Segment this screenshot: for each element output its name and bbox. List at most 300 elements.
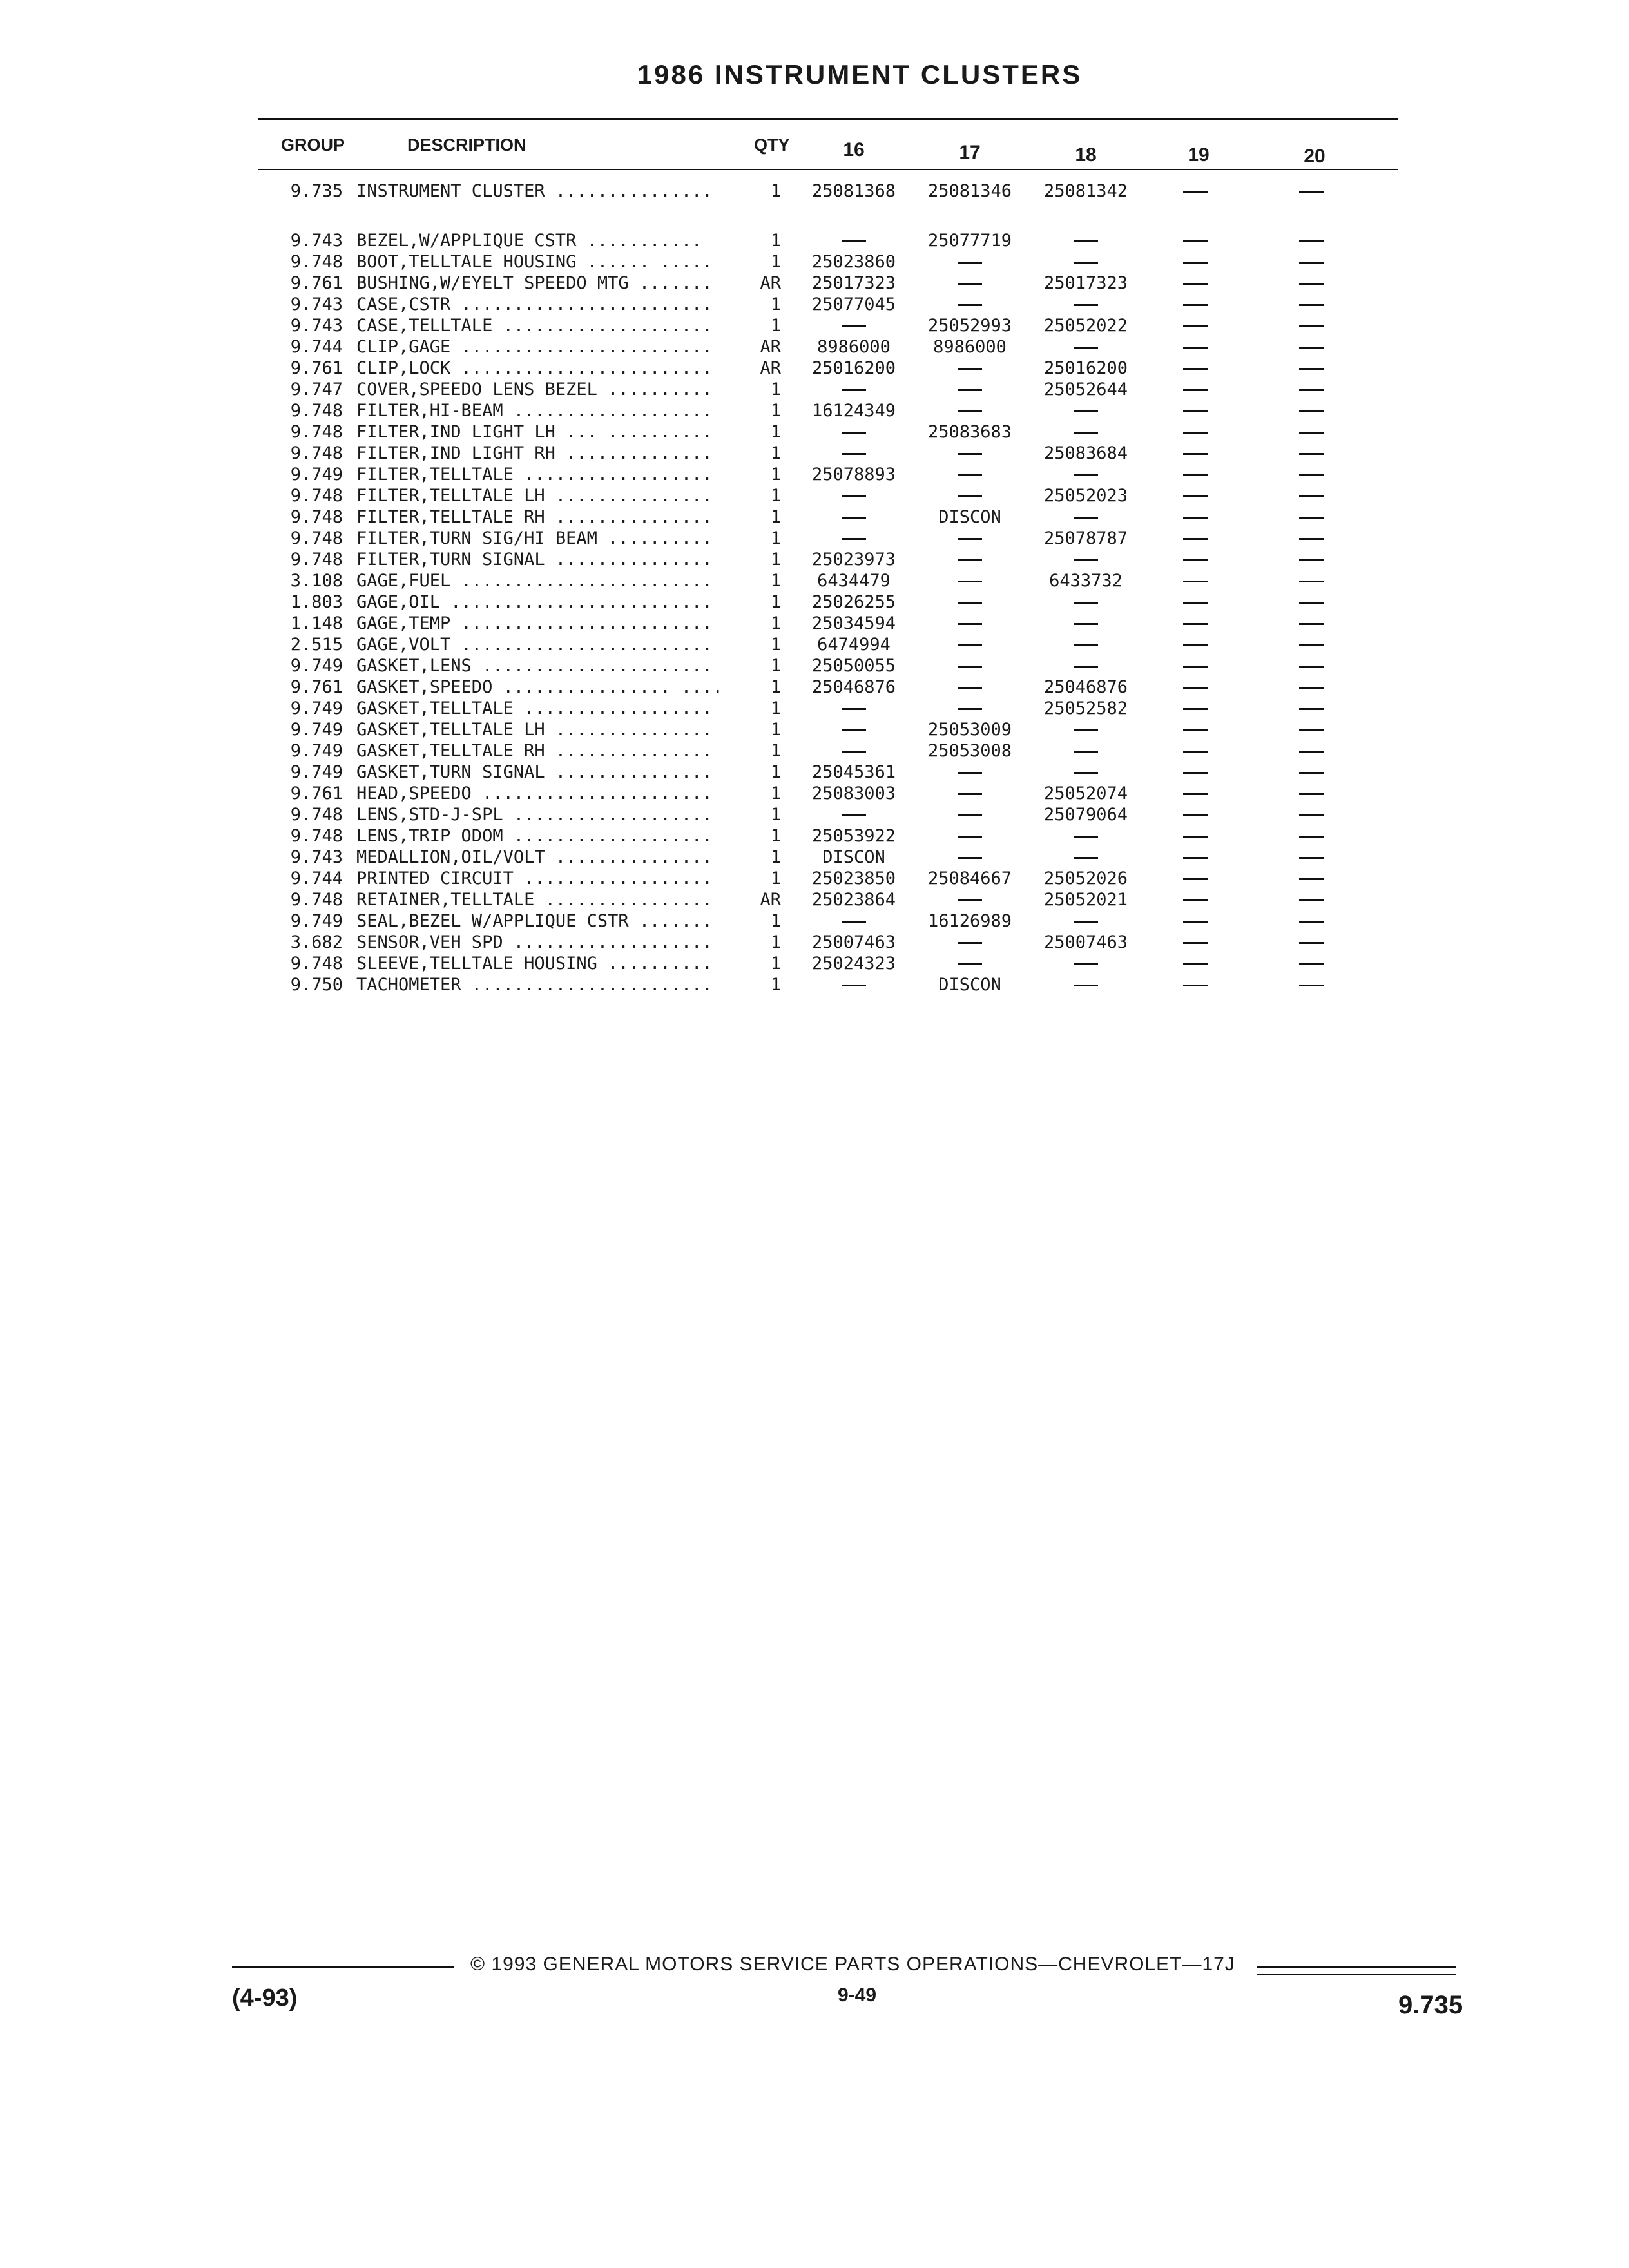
col-17-cell (918, 825, 1021, 847)
col-18-cell (1034, 230, 1137, 251)
qty-cell: 1 (770, 528, 781, 548)
group-cell: 9.743 (290, 294, 343, 314)
description-cell: LENS,TRIP ODOM ................... (356, 826, 713, 846)
col-20-cell (1263, 655, 1360, 677)
table-row (0, 762, 1629, 783)
col-18-cell: 25052026 (1043, 869, 1128, 889)
qty-cell: 1 (770, 571, 781, 591)
col-17-cell: 25081346 (927, 181, 1012, 201)
col-20-cell (1263, 783, 1360, 804)
col-18-cell (1034, 613, 1137, 634)
col-18-cell (1034, 400, 1137, 421)
group-cell: 9.749 (290, 656, 343, 676)
table-row (0, 294, 1629, 315)
group-cell: 9.749 (290, 911, 343, 931)
col-19-cell (1147, 570, 1244, 591)
col-20-cell (1263, 804, 1360, 825)
col-18-cell (1034, 719, 1137, 740)
group-cell: 9.750 (290, 975, 343, 995)
col-20-cell (1263, 932, 1360, 953)
group-cell: 9.743 (290, 847, 343, 867)
col-17-cell: 25052993 (927, 316, 1012, 336)
col-19-cell (1147, 825, 1244, 847)
description-cell: CLIP,LOCK ........................ (356, 358, 713, 378)
group-cell: 1.803 (290, 592, 343, 612)
col-18-cell (1034, 251, 1137, 273)
qty-cell: 1 (770, 805, 781, 825)
col-19-cell (1147, 889, 1244, 910)
col-header-19: 19 (1188, 144, 1210, 166)
col-16-cell: 25017323 (811, 273, 896, 293)
col-18-cell: 25052582 (1043, 698, 1128, 718)
col-19-cell (1147, 528, 1244, 549)
footer-right-rule (1257, 1966, 1456, 1968)
qty-cell: 1 (770, 422, 781, 442)
qty-cell: 1 (770, 762, 781, 782)
col-17-cell (918, 613, 1021, 634)
group-cell: 9.735 (290, 181, 343, 201)
description-cell: SENSOR,VEH SPD ................... (356, 932, 713, 952)
description-cell: FILTER,IND LIGHT RH .............. (356, 443, 713, 463)
qty-cell: 1 (770, 911, 781, 931)
qty-cell: 1 (770, 932, 781, 952)
qty-cell: 1 (770, 677, 781, 697)
description-cell: BOOT,TELLTALE HOUSING ...... ..... (356, 252, 713, 272)
col-19-cell (1147, 358, 1244, 379)
group-cell: 9.748 (290, 550, 343, 570)
col-header-description: DESCRIPTION (407, 135, 526, 155)
col-17-cell (918, 698, 1021, 719)
table-row (0, 634, 1629, 655)
description-cell: GASKET,TELLTALE .................. (356, 698, 713, 718)
col-17-cell: 25053008 (927, 741, 1012, 761)
col-17-cell (918, 485, 1021, 506)
table-row (0, 974, 1629, 995)
col-19-cell (1147, 740, 1244, 762)
col-18-cell (1034, 464, 1137, 485)
col-19-cell (1147, 273, 1244, 294)
col-20-cell (1263, 506, 1360, 528)
description-cell: FILTER,HI-BEAM ................... (356, 401, 713, 421)
col-19-cell (1147, 932, 1244, 953)
qty-cell: 1 (770, 656, 781, 676)
description-cell: RETAINER,TELLTALE ................ (356, 890, 713, 910)
table-row (0, 336, 1629, 358)
col-17-cell (918, 273, 1021, 294)
col-20-cell (1263, 230, 1360, 251)
col-20-cell (1263, 953, 1360, 974)
description-cell: BEZEL,W/APPLIQUE CSTR ........... (356, 231, 702, 251)
col-18-cell (1034, 294, 1137, 315)
col-18-cell: 25083684 (1043, 443, 1128, 463)
col-17-cell (918, 655, 1021, 677)
footer-copyright: © 1993 GENERAL MOTORS SERVICE PARTS OPERATIONS—CHEVROLET—17J (470, 1954, 1235, 1975)
col-18-cell (1034, 910, 1137, 932)
qty-cell: 1 (770, 294, 781, 314)
col-18-cell (1034, 591, 1137, 613)
table-row (0, 528, 1629, 549)
col-17-cell (918, 400, 1021, 421)
table-row (0, 273, 1629, 294)
col-20-cell (1263, 591, 1360, 613)
col-19-cell (1147, 485, 1244, 506)
group-cell: 9.743 (290, 316, 343, 336)
col-16-cell: 6434479 (817, 571, 891, 591)
col-18-cell: 25052644 (1043, 380, 1128, 399)
col-20-cell (1263, 868, 1360, 889)
col-16-cell: 8986000 (817, 337, 891, 357)
col-16-cell: 25007463 (811, 932, 896, 952)
group-cell: 9.744 (290, 869, 343, 889)
group-cell: 9.748 (290, 422, 343, 442)
footer-section-number: 9.735 (1398, 1991, 1463, 2019)
col-20-cell (1263, 251, 1360, 273)
group-cell: 9.748 (290, 805, 343, 825)
group-cell: 2.515 (290, 635, 343, 655)
col-17-cell: DISCON (938, 975, 1001, 995)
qty-cell: AR (760, 890, 781, 910)
table-row (0, 180, 1629, 202)
col-17-cell (918, 251, 1021, 273)
table-row (0, 889, 1629, 910)
col-16-cell: 25024323 (811, 954, 896, 974)
description-cell: FILTER,TURN SIG/HI BEAM .......... (356, 528, 713, 548)
col-17-cell (918, 634, 1021, 655)
col-17-cell (918, 932, 1021, 953)
qty-cell: 1 (770, 975, 781, 995)
col-19-cell (1147, 443, 1244, 464)
description-cell: GAGE,OIL ......................... (356, 592, 713, 612)
group-cell: 9.761 (290, 358, 343, 378)
col-17-cell: 25084667 (927, 869, 1012, 889)
col-20-cell (1263, 273, 1360, 294)
col-20-cell (1263, 315, 1360, 336)
qty-cell: 1 (770, 613, 781, 633)
col-18-cell (1034, 762, 1137, 783)
col-17-cell: 25083683 (927, 422, 1012, 442)
col-18-cell (1034, 421, 1137, 443)
description-cell: FILTER,TELLTALE LH ............... (356, 486, 713, 506)
table-row (0, 825, 1629, 847)
col-16-cell: 6474994 (817, 635, 891, 655)
col-17-cell: 8986000 (933, 337, 1007, 357)
col-17-cell (918, 549, 1021, 570)
col-18-cell: 25052021 (1043, 890, 1128, 910)
col-19-cell (1147, 251, 1244, 273)
description-cell: GAGE,VOLT ........................ (356, 635, 713, 655)
description-cell: GAGE,TEMP ........................ (356, 613, 713, 633)
col-18-cell: 6433732 (1049, 571, 1123, 591)
table-row (0, 719, 1629, 740)
col-20-cell (1263, 698, 1360, 719)
table-row (0, 400, 1629, 421)
col-18-cell: 25079064 (1043, 805, 1128, 825)
col-header-20: 20 (1304, 146, 1325, 167)
group-cell: 9.749 (290, 720, 343, 740)
qty-cell: 1 (770, 592, 781, 612)
col-19-cell (1147, 804, 1244, 825)
group-cell: 9.749 (290, 698, 343, 718)
col-16-cell (802, 804, 905, 825)
description-cell: LENS,STD-J-SPL ................... (356, 805, 713, 825)
col-16-cell (802, 379, 905, 400)
group-cell: 9.761 (290, 677, 343, 697)
col-16-cell: 25023973 (811, 550, 896, 570)
col-header-group: GROUP (281, 135, 345, 155)
col-20-cell (1263, 464, 1360, 485)
col-17-cell (918, 804, 1021, 825)
qty-cell: 1 (770, 316, 781, 336)
col-20-cell (1263, 634, 1360, 655)
col-16-cell: 25081368 (811, 181, 896, 201)
table-row (0, 783, 1629, 804)
col-16-cell: 25023864 (811, 890, 896, 910)
description-cell: FILTER,TURN SIGNAL ............... (356, 550, 713, 570)
description-cell: FILTER,IND LIGHT LH ... .......... (356, 422, 713, 442)
col-header-18: 18 (1075, 144, 1097, 166)
description-cell: FILTER,TELLTALE .................. (356, 465, 713, 485)
table-row (0, 591, 1629, 613)
qty-cell: 1 (770, 401, 781, 421)
description-cell: HEAD,SPEEDO ...................... (356, 783, 713, 803)
col-16-cell (802, 698, 905, 719)
col-16-cell (802, 719, 905, 740)
footer-left-rule (232, 1966, 454, 1968)
col-16-cell: 25053922 (811, 826, 896, 846)
col-19-cell (1147, 847, 1244, 868)
group-cell: 9.749 (290, 465, 343, 485)
col-19-cell (1147, 613, 1244, 634)
table-row (0, 506, 1629, 528)
col-16-cell: 25046876 (811, 677, 896, 697)
col-17-cell (918, 294, 1021, 315)
group-cell: 9.743 (290, 231, 343, 251)
col-19-cell (1147, 464, 1244, 485)
col-17-cell (918, 464, 1021, 485)
qty-cell: 1 (770, 720, 781, 740)
col-20-cell (1263, 379, 1360, 400)
description-cell: GAGE,FUEL ........................ (356, 571, 713, 591)
col-19-cell (1147, 400, 1244, 421)
group-cell: 9.749 (290, 762, 343, 782)
group-cell: 9.748 (290, 528, 343, 548)
col-20-cell (1263, 336, 1360, 358)
group-cell: 9.747 (290, 380, 343, 399)
group-cell: 9.748 (290, 401, 343, 421)
description-cell: GASKET,TURN SIGNAL ............... (356, 762, 713, 782)
group-cell: 3.682 (290, 932, 343, 952)
qty-cell: 1 (770, 550, 781, 570)
col-16-cell (802, 315, 905, 336)
col-18-cell: 25052074 (1043, 783, 1128, 803)
col-17-cell (918, 379, 1021, 400)
col-20-cell (1263, 570, 1360, 591)
table-row (0, 847, 1629, 868)
table-row (0, 910, 1629, 932)
qty-cell: 1 (770, 380, 781, 399)
col-17-cell (918, 847, 1021, 868)
col-17-cell (918, 528, 1021, 549)
description-cell: MEDALLION,OIL/VOLT ............... (356, 847, 713, 867)
table-row (0, 613, 1629, 634)
col-17-cell (918, 889, 1021, 910)
description-cell: BUSHING,W/EYELT SPEEDO MTG ....... (356, 273, 713, 293)
table-row (0, 485, 1629, 506)
page-title: 1986 INSTRUMENT CLUSTERS (637, 59, 1083, 90)
table-row (0, 251, 1629, 273)
qty-cell: 1 (770, 181, 781, 201)
col-20-cell (1263, 889, 1360, 910)
col-19-cell (1147, 379, 1244, 400)
qty-cell: AR (760, 337, 781, 357)
col-20-cell (1263, 825, 1360, 847)
col-20-cell (1263, 528, 1360, 549)
table-row (0, 379, 1629, 400)
col-19-cell (1147, 762, 1244, 783)
col-19-cell (1147, 180, 1244, 202)
description-cell: GASKET,TELLTALE RH ............... (356, 741, 713, 761)
col-20-cell (1263, 677, 1360, 698)
qty-cell: 1 (770, 741, 781, 761)
col-19-cell (1147, 677, 1244, 698)
col-18-cell: 25007463 (1043, 932, 1128, 952)
col-16-cell: 25077045 (811, 294, 896, 314)
qty-cell: 1 (770, 252, 781, 272)
col-20-cell (1263, 974, 1360, 995)
table-row (0, 953, 1629, 974)
col-20-cell (1263, 358, 1360, 379)
col-19-cell (1147, 868, 1244, 889)
col-16-cell: 25034594 (811, 613, 896, 633)
col-18-cell: 25052022 (1043, 316, 1128, 336)
qty-cell: 1 (770, 486, 781, 506)
description-cell: GASKET,SPEEDO ................ .... (356, 677, 723, 697)
qty-cell: 1 (770, 826, 781, 846)
col-19-cell (1147, 953, 1244, 974)
col-16-cell: 25026255 (811, 592, 896, 612)
col-20-cell (1263, 443, 1360, 464)
header-bottom-rule (258, 169, 1398, 170)
qty-cell: 1 (770, 698, 781, 718)
col-16-cell (802, 421, 905, 443)
table-row (0, 804, 1629, 825)
col-17-cell (918, 677, 1021, 698)
group-cell: 9.748 (290, 954, 343, 974)
col-18-cell (1034, 974, 1137, 995)
col-19-cell (1147, 634, 1244, 655)
qty-cell: 1 (770, 783, 781, 803)
col-19-cell (1147, 783, 1244, 804)
col-16-cell: 25045361 (811, 762, 896, 782)
footer-right-rule-2 (1257, 1974, 1456, 1975)
col-16-cell (802, 485, 905, 506)
description-cell: CASE,CSTR ........................ (356, 294, 713, 314)
col-17-cell: 25053009 (927, 720, 1012, 740)
col-16-cell (802, 506, 905, 528)
col-16-cell: 25023850 (811, 869, 896, 889)
col-header-16: 16 (843, 139, 865, 160)
col-16-cell: 25083003 (811, 783, 896, 803)
col-20-cell (1263, 485, 1360, 506)
col-18-cell (1034, 634, 1137, 655)
col-18-cell (1034, 336, 1137, 358)
qty-cell: 1 (770, 507, 781, 527)
col-16-cell: 25016200 (811, 358, 896, 378)
col-20-cell (1263, 180, 1360, 202)
table-row (0, 315, 1629, 336)
footer-page-number: 9-49 (838, 1984, 877, 2006)
group-cell: 9.748 (290, 443, 343, 463)
col-20-cell (1263, 910, 1360, 932)
col-16-cell (802, 740, 905, 762)
col-20-cell (1263, 549, 1360, 570)
col-18-cell (1034, 655, 1137, 677)
table-row (0, 358, 1629, 379)
table-row (0, 443, 1629, 464)
table-row (0, 932, 1629, 953)
col-20-cell (1263, 719, 1360, 740)
col-17-cell: 25077719 (927, 231, 1012, 251)
col-17-cell: 16126989 (927, 911, 1012, 931)
col-18-cell: 25081342 (1043, 181, 1128, 201)
col-19-cell (1147, 506, 1244, 528)
group-cell: 1.148 (290, 613, 343, 633)
table-row (0, 464, 1629, 485)
col-18-cell: 25016200 (1043, 358, 1128, 378)
col-19-cell (1147, 336, 1244, 358)
group-cell: 9.748 (290, 826, 343, 846)
description-cell: TACHOMETER ....................... (356, 975, 713, 995)
col-20-cell (1263, 613, 1360, 634)
col-19-cell (1147, 421, 1244, 443)
group-cell: 9.748 (290, 486, 343, 506)
col-20-cell (1263, 294, 1360, 315)
table-row (0, 230, 1629, 251)
col-19-cell (1147, 315, 1244, 336)
table-row (0, 549, 1629, 570)
col-19-cell (1147, 655, 1244, 677)
col-18-cell: 25078787 (1043, 528, 1128, 548)
col-17-cell (918, 953, 1021, 974)
description-cell: SEAL,BEZEL W/APPLIQUE CSTR ....... (356, 911, 713, 931)
col-16-cell: 16124349 (811, 401, 896, 421)
col-17-cell: DISCON (938, 507, 1001, 527)
col-18-cell (1034, 825, 1137, 847)
group-cell: 9.748 (290, 507, 343, 527)
table-row (0, 570, 1629, 591)
col-20-cell (1263, 847, 1360, 868)
col-16-cell: 25050055 (811, 656, 896, 676)
col-18-cell (1034, 847, 1137, 868)
col-16-cell (802, 974, 905, 995)
col-18-cell (1034, 506, 1137, 528)
col-header-qty: QTY (754, 135, 790, 155)
description-cell: COVER,SPEEDO LENS BEZEL .......... (356, 380, 713, 399)
description-cell: SLEEVE,TELLTALE HOUSING .......... (356, 954, 713, 974)
col-16-cell (802, 230, 905, 251)
table-row (0, 740, 1629, 762)
footer-date: (4-93) (232, 1984, 298, 2012)
col-16-cell: DISCON (822, 847, 885, 867)
col-16-cell (802, 443, 905, 464)
description-cell: PRINTED CIRCUIT .................. (356, 869, 713, 889)
description-cell: GASKET,TELLTALE LH ............... (356, 720, 713, 740)
qty-cell: 1 (770, 465, 781, 485)
col-18-cell: 25046876 (1043, 677, 1128, 697)
qty-cell: 1 (770, 231, 781, 251)
col-19-cell (1147, 719, 1244, 740)
col-17-cell (918, 570, 1021, 591)
